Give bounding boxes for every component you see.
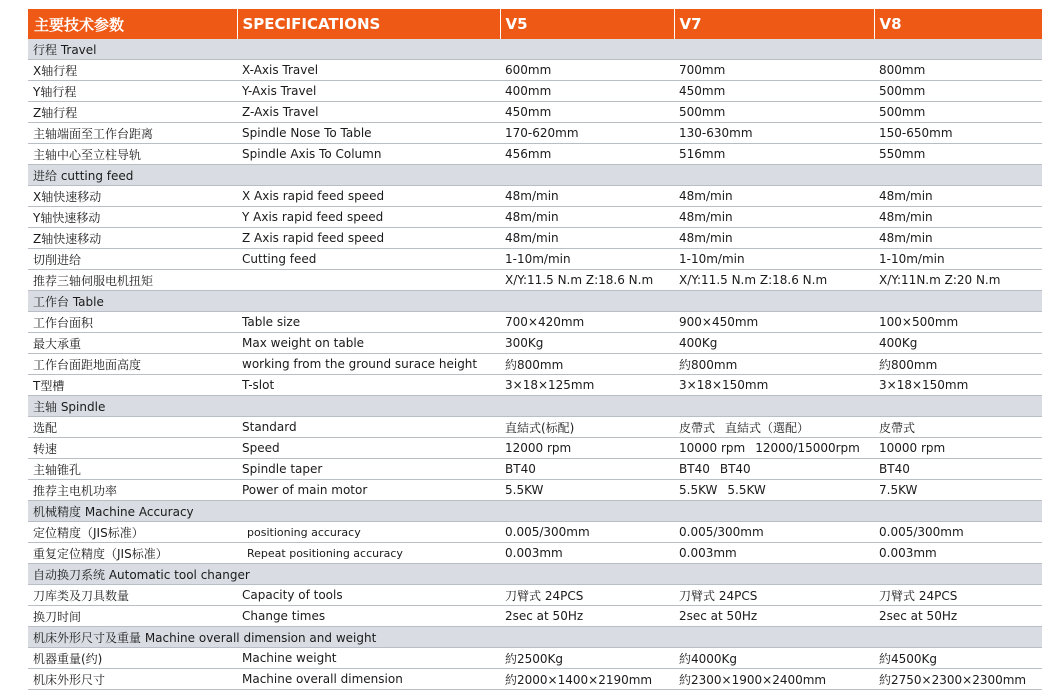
param-en bbox=[237, 270, 500, 291]
value-v5-text: 48m/min bbox=[505, 189, 559, 203]
value-v7 bbox=[674, 669, 874, 690]
value-v8-text: 皮帶式 bbox=[879, 420, 916, 435]
spec-body bbox=[28, 39, 1042, 690]
value-v7-text: 2sec at 50Hz bbox=[679, 609, 758, 623]
value-v8-text: 1-10m/min bbox=[879, 252, 945, 266]
value-v8-text: 150-650mm bbox=[879, 126, 953, 140]
value-v5-text: 5.5KW bbox=[505, 483, 544, 497]
value-v8 bbox=[874, 333, 1042, 354]
section-title: 自动换刀系统 Automatic tool changer bbox=[28, 564, 1042, 585]
value-v7-text: 皮帶式 bbox=[679, 420, 716, 435]
value-v8-text: BT40 bbox=[879, 462, 910, 476]
value-v5-text: 1-10m/min bbox=[505, 252, 571, 266]
value-v8 bbox=[874, 585, 1042, 606]
value-v5-text: 170-620mm bbox=[505, 126, 579, 140]
spec-row bbox=[28, 669, 1042, 690]
param-en: Change times bbox=[237, 606, 500, 627]
value-v5 bbox=[500, 606, 674, 627]
spec-row bbox=[28, 123, 1042, 144]
section-header bbox=[28, 165, 1042, 186]
value-v7-text: 直結式（選配） bbox=[725, 420, 810, 435]
value-v7-text: 900×450mm bbox=[679, 315, 759, 329]
param-en: positioning accuracy bbox=[237, 522, 500, 543]
value-v7-text: 約2300×1900×2400mm bbox=[679, 672, 827, 687]
value-v8-text: 550mm bbox=[879, 147, 926, 161]
param-cn: 主轴锥孔 bbox=[28, 459, 237, 480]
value-v7 bbox=[674, 207, 874, 228]
section-title: 主轴 Spindle bbox=[28, 396, 1042, 417]
value-v5-text: 400mm bbox=[505, 84, 552, 98]
value-v5 bbox=[500, 81, 674, 102]
param-cn: Y轴快速移动 bbox=[28, 207, 237, 228]
param-cn: 转速 bbox=[28, 438, 237, 459]
value-v5-text: 700×420mm bbox=[505, 315, 585, 329]
param-en: Z-Axis Travel bbox=[237, 102, 500, 123]
spec-row bbox=[28, 417, 1042, 438]
param-en: Repeat positioning accuracy bbox=[237, 543, 500, 564]
param-en: Y Axis rapid feed speed bbox=[237, 207, 500, 228]
value-v7-text: BT40 bbox=[719, 462, 751, 476]
value-v7-text: 0.005/300mm bbox=[679, 525, 764, 539]
value-v5-text: 0.003mm bbox=[505, 546, 563, 560]
spec-row bbox=[28, 585, 1042, 606]
value-v7 bbox=[674, 102, 874, 123]
param-cn: 机床外形尺寸 bbox=[28, 669, 237, 690]
param-cn: 推荐主电机功率 bbox=[28, 480, 237, 501]
value-v8-text: 48m/min bbox=[879, 189, 933, 203]
value-v5 bbox=[500, 333, 674, 354]
value-v8-text: 500mm bbox=[879, 105, 926, 119]
param-cn: X轴快速移动 bbox=[28, 186, 237, 207]
value-v7 bbox=[674, 375, 874, 396]
value-v5 bbox=[500, 459, 674, 480]
spec-row bbox=[28, 186, 1042, 207]
spec-row bbox=[28, 648, 1042, 669]
section-header bbox=[28, 564, 1042, 585]
param-en: Table size bbox=[237, 312, 500, 333]
param-en: Speed bbox=[237, 438, 500, 459]
value-v8 bbox=[874, 144, 1042, 165]
spec-sheet bbox=[28, 9, 1042, 690]
value-v8-text: 48m/min bbox=[879, 210, 933, 224]
value-v5 bbox=[500, 249, 674, 270]
value-v7-text: 3×18×150mm bbox=[679, 378, 769, 392]
value-v7 bbox=[674, 60, 874, 81]
header-cn-params: 主要技术参数 bbox=[34, 15, 125, 34]
value-v5 bbox=[500, 102, 674, 123]
value-v7-text: 1-10m/min bbox=[679, 252, 745, 266]
value-v8-text: 約800mm bbox=[879, 357, 938, 372]
value-v5 bbox=[500, 228, 674, 249]
spec-row bbox=[28, 270, 1042, 291]
param-cn: 工作台面积 bbox=[28, 312, 237, 333]
param-cn: 选配 bbox=[28, 417, 237, 438]
param-en: X-Axis Travel bbox=[237, 60, 500, 81]
value-v7-text: 48m/min bbox=[679, 189, 733, 203]
param-en: Max weight on table bbox=[237, 333, 500, 354]
value-v8 bbox=[874, 123, 1042, 144]
section-header bbox=[28, 501, 1042, 522]
value-v8-text: 約4500Kg bbox=[879, 651, 938, 666]
value-v7 bbox=[674, 438, 874, 459]
param-en: Machine weight bbox=[237, 648, 500, 669]
value-v5 bbox=[500, 60, 674, 81]
spec-row bbox=[28, 144, 1042, 165]
param-cn: 定位精度（JIS标准） bbox=[28, 522, 237, 543]
param-cn: T型槽 bbox=[28, 375, 237, 396]
value-v8 bbox=[874, 480, 1042, 501]
param-cn: 工作台面距地面高度 bbox=[28, 354, 237, 375]
value-v5-text: 3×18×125mm bbox=[505, 378, 595, 392]
value-v7 bbox=[674, 249, 874, 270]
param-cn: 切削进给 bbox=[28, 249, 237, 270]
value-v7-text: 400Kg bbox=[679, 336, 718, 350]
spec-row bbox=[28, 333, 1042, 354]
value-v7-text: 約800mm bbox=[679, 357, 738, 372]
value-v8 bbox=[874, 186, 1042, 207]
param-en: Z Axis rapid feed speed bbox=[237, 228, 500, 249]
param-cn: 最大承重 bbox=[28, 333, 237, 354]
value-v5-text: 600mm bbox=[505, 63, 552, 77]
value-v5 bbox=[500, 375, 674, 396]
value-v5 bbox=[500, 186, 674, 207]
section-title: 机床外形尺寸及重量 Machine overall dimension and weight bbox=[28, 627, 1042, 648]
value-v8 bbox=[874, 648, 1042, 669]
param-en: Standard bbox=[237, 417, 500, 438]
value-v8-text: 約2750×2300×2300mm bbox=[879, 672, 1027, 687]
value-v8 bbox=[874, 522, 1042, 543]
value-v7 bbox=[674, 648, 874, 669]
value-v8 bbox=[874, 60, 1042, 81]
section-title: 机械精度 Machine Accuracy bbox=[28, 501, 1042, 522]
value-v8 bbox=[874, 228, 1042, 249]
param-cn: Z轴快速移动 bbox=[28, 228, 237, 249]
param-en: Y-Axis Travel bbox=[237, 81, 500, 102]
value-v5 bbox=[500, 312, 674, 333]
spec-row bbox=[28, 522, 1042, 543]
value-v5-text: 12000 rpm bbox=[505, 441, 572, 455]
spec-row bbox=[28, 81, 1042, 102]
param-en: Spindle Nose To Table bbox=[237, 123, 500, 144]
value-v5 bbox=[500, 207, 674, 228]
value-v7-text: BT40 bbox=[679, 462, 710, 476]
value-v7 bbox=[674, 81, 874, 102]
value-v8-text: 7.5KW bbox=[879, 483, 918, 497]
header-v7: V7 bbox=[674, 9, 874, 39]
value-v5 bbox=[500, 270, 674, 291]
value-v5-text: BT40 bbox=[505, 462, 536, 476]
header-row bbox=[28, 9, 1042, 39]
param-cn: Y轴行程 bbox=[28, 81, 237, 102]
spec-row bbox=[28, 375, 1042, 396]
value-v5-text: 0.005/300mm bbox=[505, 525, 590, 539]
value-v8 bbox=[874, 669, 1042, 690]
value-v7 bbox=[674, 585, 874, 606]
value-v7-text: 5.5KW bbox=[679, 483, 718, 497]
header-v8: V8 bbox=[874, 9, 1042, 39]
value-v7-text: 0.003mm bbox=[679, 546, 737, 560]
value-v7 bbox=[674, 522, 874, 543]
spec-row bbox=[28, 102, 1042, 123]
value-v7-text: 48m/min bbox=[679, 231, 733, 245]
value-v7-text: 10000 rpm bbox=[679, 441, 746, 455]
value-v7-text: 12000/15000rpm bbox=[755, 441, 860, 455]
value-v5-text: 約2500Kg bbox=[505, 651, 564, 666]
value-v7-text: 500mm bbox=[679, 105, 726, 119]
value-v5-text: 約800mm bbox=[505, 357, 564, 372]
value-v5-text: 直結式(标配) bbox=[505, 420, 575, 435]
value-v5-text: 48m/min bbox=[505, 210, 559, 224]
spec-row bbox=[28, 312, 1042, 333]
value-v7-text: 130-630mm bbox=[679, 126, 753, 140]
spec-row bbox=[28, 543, 1042, 564]
value-v5 bbox=[500, 123, 674, 144]
value-v8-text: 0.005/300mm bbox=[879, 525, 964, 539]
section-header bbox=[28, 291, 1042, 312]
value-v8 bbox=[874, 312, 1042, 333]
value-v7-text: 450mm bbox=[679, 84, 726, 98]
value-v8 bbox=[874, 102, 1042, 123]
value-v8 bbox=[874, 207, 1042, 228]
param-en: Capacity of tools bbox=[237, 585, 500, 606]
value-v8-text: 10000 rpm bbox=[879, 441, 946, 455]
value-v7-text: 約4000Kg bbox=[679, 651, 738, 666]
value-v5 bbox=[500, 585, 674, 606]
section-title: 进给 cutting feed bbox=[28, 165, 1042, 186]
value-v7-text: X/Y:11.5 N.m Z:18.6 N.m bbox=[679, 273, 828, 287]
header-specifications: SPECIFICATIONS bbox=[237, 9, 500, 39]
value-v5 bbox=[500, 648, 674, 669]
param-cn: X轴行程 bbox=[28, 60, 237, 81]
param-en: Machine overall dimension bbox=[237, 669, 500, 690]
value-v8 bbox=[874, 438, 1042, 459]
value-v7 bbox=[674, 312, 874, 333]
spec-row bbox=[28, 354, 1042, 375]
value-v7 bbox=[674, 186, 874, 207]
value-v8 bbox=[874, 354, 1042, 375]
value-v5 bbox=[500, 144, 674, 165]
spec-row bbox=[28, 438, 1042, 459]
spec-row bbox=[28, 228, 1042, 249]
spec-row bbox=[28, 60, 1042, 81]
param-en: Power of main motor bbox=[237, 480, 500, 501]
value-v8 bbox=[874, 459, 1042, 480]
value-v8-text: 0.003mm bbox=[879, 546, 937, 560]
value-v8-text: 800mm bbox=[879, 63, 926, 77]
value-v8-text: 刀臂式 24PCS bbox=[879, 588, 958, 603]
header-v5: V5 bbox=[500, 9, 674, 39]
value-v7-text: 700mm bbox=[679, 63, 726, 77]
value-v5 bbox=[500, 354, 674, 375]
param-en: Spindle Axis To Column bbox=[237, 144, 500, 165]
value-v5 bbox=[500, 480, 674, 501]
value-v8-text: 48m/min bbox=[879, 231, 933, 245]
param-cn: 换刀时间 bbox=[28, 606, 237, 627]
value-v5 bbox=[500, 522, 674, 543]
param-en: X Axis rapid feed speed bbox=[237, 186, 500, 207]
value-v5-text: 約2000×1400×2190mm bbox=[505, 672, 653, 687]
value-v7 bbox=[674, 543, 874, 564]
section-header bbox=[28, 627, 1042, 648]
spec-row bbox=[28, 606, 1042, 627]
value-v7 bbox=[674, 606, 874, 627]
param-en: Spindle taper bbox=[237, 459, 500, 480]
param-cn: 重复定位精度（JIS标准） bbox=[28, 543, 237, 564]
value-v7 bbox=[674, 417, 874, 438]
param-cn: 机器重量(约) bbox=[28, 648, 237, 669]
value-v5-text: 300Kg bbox=[505, 336, 544, 350]
section-header bbox=[28, 39, 1042, 60]
param-cn: 主轴端面至工作台距离 bbox=[28, 123, 237, 144]
param-cn: 主轴中心至立柱导轨 bbox=[28, 144, 237, 165]
section-title: 行程 Travel bbox=[28, 39, 1042, 60]
value-v8 bbox=[874, 606, 1042, 627]
value-v5 bbox=[500, 438, 674, 459]
value-v8 bbox=[874, 81, 1042, 102]
value-v7 bbox=[674, 333, 874, 354]
value-v7 bbox=[674, 123, 874, 144]
spec-row bbox=[28, 207, 1042, 228]
value-v8 bbox=[874, 270, 1042, 291]
value-v8 bbox=[874, 417, 1042, 438]
param-cn: 刀库类及刀具数量 bbox=[28, 585, 237, 606]
value-v5-text: 刀臂式 24PCS bbox=[505, 588, 584, 603]
spec-row bbox=[28, 459, 1042, 480]
value-v7 bbox=[674, 144, 874, 165]
value-v7 bbox=[674, 480, 874, 501]
value-v7-text: 5.5KW bbox=[727, 483, 766, 497]
value-v7 bbox=[674, 270, 874, 291]
value-v5-text: 2sec at 50Hz bbox=[505, 609, 584, 623]
param-en: working from the ground surace height bbox=[237, 354, 500, 375]
value-v7-text: 516mm bbox=[679, 147, 726, 161]
value-v8 bbox=[874, 249, 1042, 270]
value-v8-text: 500mm bbox=[879, 84, 926, 98]
value-v8-text: 100×500mm bbox=[879, 315, 959, 329]
value-v5 bbox=[500, 543, 674, 564]
value-v8 bbox=[874, 543, 1042, 564]
param-en: Cutting feed bbox=[237, 249, 500, 270]
param-cn: Z轴行程 bbox=[28, 102, 237, 123]
value-v8-text: 3×18×150mm bbox=[879, 378, 969, 392]
value-v7 bbox=[674, 228, 874, 249]
section-title: 工作台 Table bbox=[28, 291, 1042, 312]
value-v8 bbox=[874, 375, 1042, 396]
value-v5-text: 450mm bbox=[505, 105, 552, 119]
value-v8-text: X/Y:11N.m Z:20 N.m bbox=[879, 273, 1001, 287]
section-header bbox=[28, 396, 1042, 417]
param-en: T-slot bbox=[237, 375, 500, 396]
specifications-table bbox=[28, 9, 1042, 690]
value-v5-text: 48m/min bbox=[505, 231, 559, 245]
value-v5-text: 456mm bbox=[505, 147, 552, 161]
value-v7-text: 刀臂式 24PCS bbox=[679, 588, 758, 603]
value-v5 bbox=[500, 417, 674, 438]
value-v5-text: X/Y:11.5 N.m Z:18.6 N.m bbox=[505, 273, 654, 287]
spec-row bbox=[28, 249, 1042, 270]
value-v7-text: 48m/min bbox=[679, 210, 733, 224]
value-v7 bbox=[674, 354, 874, 375]
param-cn: 推荐三轴伺服电机扭矩 bbox=[28, 270, 237, 291]
value-v7 bbox=[674, 459, 874, 480]
value-v8-text: 2sec at 50Hz bbox=[879, 609, 958, 623]
spec-row bbox=[28, 480, 1042, 501]
value-v5 bbox=[500, 669, 674, 690]
value-v8-text: 400Kg bbox=[879, 336, 918, 350]
